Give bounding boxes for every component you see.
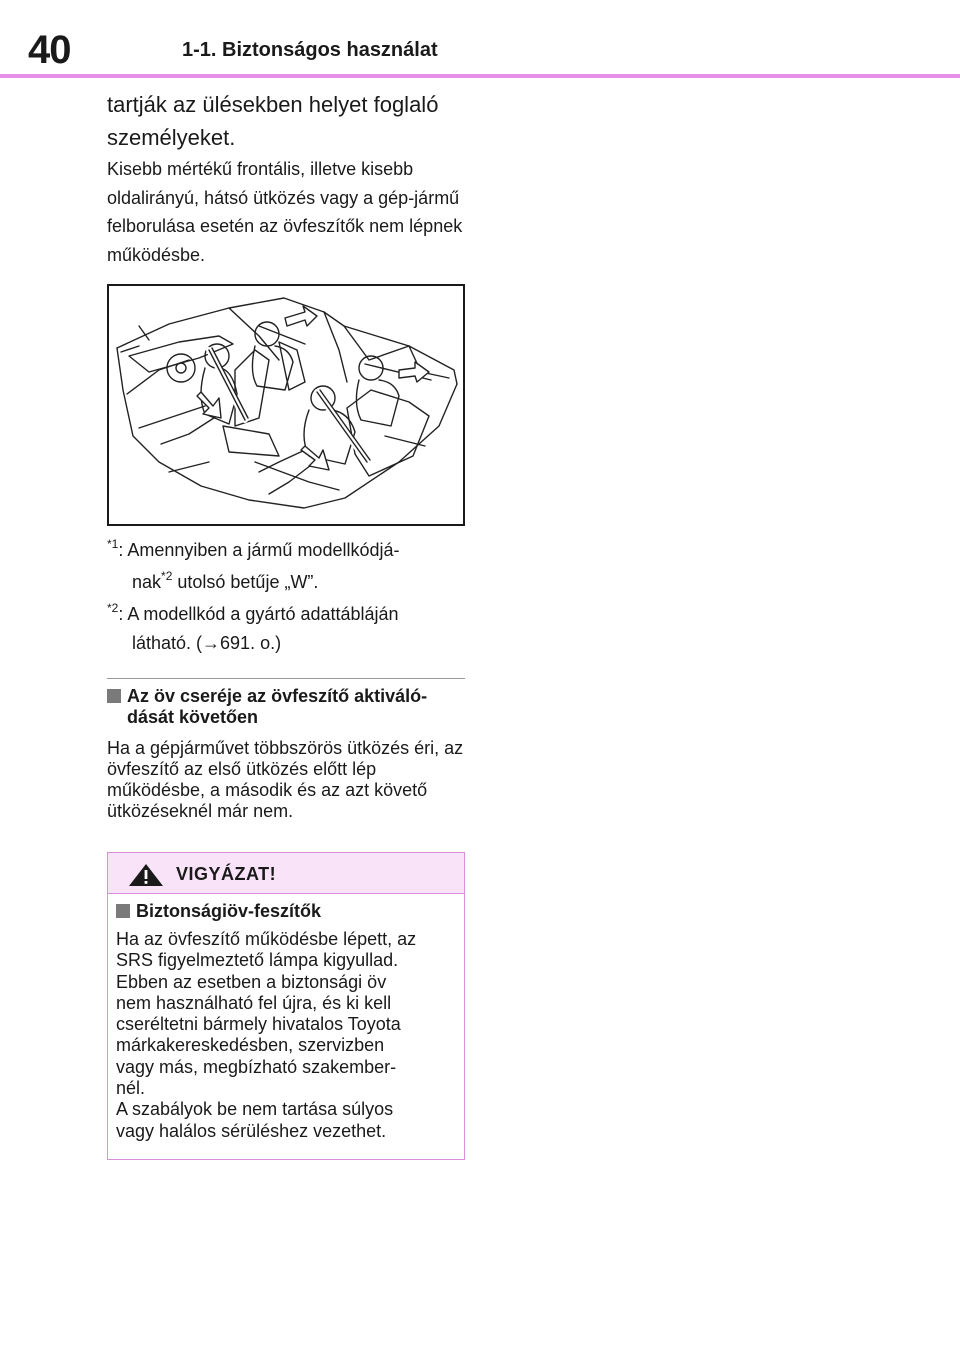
caution-heading [116, 901, 321, 922]
caution-line: SRS figyelmeztető lámpa kigyullad. [116, 950, 399, 971]
caution-line: vagy halálos sérüléshez vezethet. [116, 1120, 387, 1141]
caution-line: márkakereskedésben, szervizben [116, 1035, 385, 1056]
caution-box [107, 852, 465, 1160]
intro-paragraph: Kisebb mértékű frontális, illetve kisebb oldalirányú, hátsó ütközés vagy a gép-jármű felborulása esetén az övfeszítők nem lépnek működésbe. [107, 159, 463, 265]
footnote-text: : A modellkód a gyártó adattábláján [118, 604, 399, 624]
caution-line: Ebben az esetben a biztonsági öv [116, 971, 387, 992]
section-title: 1-1. Biztonságos használat [182, 39, 438, 61]
footnote-text: látható. (→691. o.) [132, 633, 282, 653]
car-interior-illustration [109, 286, 463, 524]
caution-line: A szabályok be nem tartása súlyos [116, 1099, 394, 1120]
footnote-marker: *2 [107, 601, 119, 615]
section-heading-line1: Az öv cseréje az övfeszítő aktiváló- [127, 686, 428, 706]
section-body: Ha a gépjárművet többszörös ütközés éri, az övfeszítő az első ütközés előtt lép működésbe, a második és az azt követő ütközéseknél már nem. [107, 738, 464, 821]
footnote-marker: *2 [161, 569, 173, 583]
footnote-1 [107, 534, 467, 598]
caution-heading-text: Biztonságiöv-feszítők [136, 901, 322, 921]
caution-line: nél. [116, 1078, 146, 1099]
footnote-text: utolsó betűje „W”. [172, 572, 319, 592]
gray-square-icon [107, 689, 121, 703]
section-heading-line2: dását követően [127, 707, 259, 727]
section-heading [107, 686, 467, 728]
lead-text: tartják az ülésekben helyet foglaló személyeket. [107, 92, 439, 150]
caution-body [116, 929, 460, 1142]
footnote-text: nak [132, 572, 162, 592]
warning-triangle-icon [128, 863, 164, 887]
caution-header [108, 853, 464, 894]
caution-title: VIGYÁZAT! [176, 864, 277, 884]
gray-square-icon [116, 904, 130, 918]
car-interior-figure [107, 284, 465, 526]
caution-line: cseréltetni bármely hivatalos Toyota [116, 1014, 401, 1035]
caution-line: nem használható fel újra, és ki kell [116, 992, 392, 1013]
page-number: 40 [28, 28, 71, 72]
section-divider [107, 678, 465, 679]
header-rule [0, 74, 960, 78]
caution-line: vagy más, megbízható szakember- [116, 1056, 397, 1077]
caution-line: Ha az övfeszítő működésbe lépett, az [116, 929, 417, 949]
footnote-text: : Amennyiben a jármű modellkódjá- [118, 540, 400, 560]
footnote-2 [107, 600, 467, 658]
footnote-marker: *1 [107, 537, 119, 551]
